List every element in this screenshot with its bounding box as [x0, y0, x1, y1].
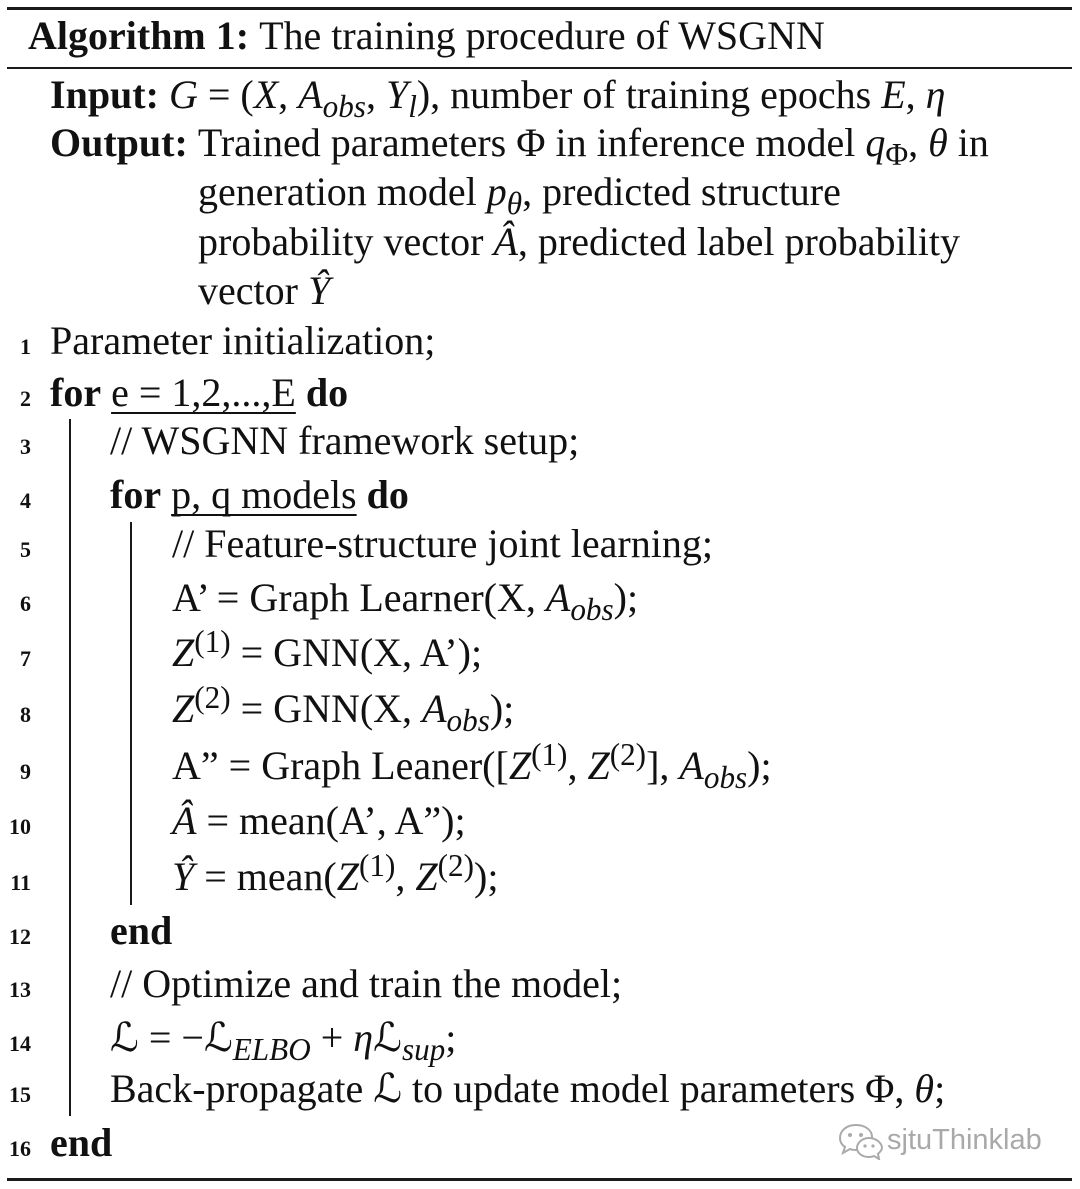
text: );	[747, 743, 772, 788]
subscript: obs	[322, 88, 366, 124]
algorithm-line-5	[0, 519, 713, 569]
text: ), number of training epochs	[416, 72, 882, 117]
math-symbol: θ	[914, 1066, 935, 1111]
input-content	[168, 72, 946, 124]
line-number: 1	[20, 334, 31, 359]
text	[296, 370, 306, 415]
text: Parameter initialization;	[50, 318, 436, 363]
wechat-icon	[838, 1122, 884, 1160]
keyword: do	[305, 370, 349, 415]
text: );	[489, 686, 515, 731]
line-content	[50, 318, 435, 363]
math-symbol: G	[168, 72, 198, 117]
output-line-continued	[198, 217, 960, 267]
superscript: (1)	[194, 623, 231, 659]
line-number: 13	[9, 977, 31, 1002]
math-symbol: Z	[172, 630, 195, 675]
math-symbol: X	[253, 72, 279, 117]
text: ;	[445, 1015, 457, 1060]
line-number: 2	[20, 386, 31, 411]
keyword: end	[50, 1120, 113, 1165]
text: , predicted structure	[522, 169, 841, 214]
line-content	[110, 1066, 945, 1111]
text: = (	[197, 72, 254, 117]
math-symbol: Z	[336, 854, 359, 899]
line-content	[110, 1015, 457, 1067]
line-content	[110, 418, 579, 463]
text: ],	[646, 743, 680, 788]
line-content	[110, 472, 409, 517]
line-number: 4	[20, 488, 31, 513]
keyword: for	[50, 370, 102, 415]
line-content	[172, 575, 639, 627]
line-content	[50, 370, 348, 415]
line-number: 8	[20, 702, 31, 727]
math-symbol: E	[881, 72, 906, 117]
superscript: (1)	[359, 847, 396, 883]
algorithm-line-3	[0, 416, 579, 466]
text: in	[947, 120, 989, 165]
algorithm-line-13	[0, 959, 622, 1009]
text: ,	[908, 120, 929, 165]
algorithm-line-1	[0, 316, 435, 366]
subscript: ELBO	[232, 1031, 311, 1067]
algorithm-line-8	[0, 679, 515, 738]
text: Back-propagate	[110, 1066, 374, 1111]
math-symbol: θ	[928, 120, 948, 165]
output-line-continued	[198, 266, 330, 316]
line-content	[172, 736, 772, 795]
line-content	[172, 847, 499, 899]
algorithm-line-4	[0, 470, 409, 520]
math-symbol: Ŷ	[307, 268, 331, 313]
subscript: θ	[506, 185, 523, 221]
math-symbol: Z	[172, 686, 195, 731]
top-rule	[7, 7, 1072, 10]
math-symbol: Z	[508, 743, 532, 788]
algorithm-line-12	[0, 906, 172, 956]
text: ,	[567, 743, 588, 788]
math-symbol: A	[545, 575, 571, 620]
line-content	[110, 961, 622, 1006]
text: probability vector	[198, 219, 494, 264]
text: // Optimize and train the model;	[110, 961, 623, 1006]
text: ,	[278, 72, 299, 117]
text: vector	[198, 268, 308, 313]
algorithm-line-11	[0, 847, 499, 902]
loop-condition: p, q models	[171, 472, 357, 517]
line-content	[172, 679, 515, 738]
superscript: (2)	[609, 736, 647, 772]
subscript: sup	[401, 1031, 446, 1067]
math-symbol: A	[298, 72, 323, 117]
line-content	[172, 521, 713, 566]
keyword: end	[110, 908, 173, 953]
algorithm-line-16	[0, 1118, 112, 1168]
output-line-continued	[198, 167, 841, 221]
subscript: obs	[446, 702, 490, 738]
inner-loop-block-line	[130, 522, 132, 905]
math-symbol: A	[422, 686, 447, 731]
output-content	[198, 219, 960, 264]
subscript: l	[408, 88, 417, 124]
text	[357, 472, 367, 517]
line-number: 7	[20, 646, 31, 671]
text: // WSGNN framework setup;	[110, 418, 580, 463]
text	[161, 472, 171, 517]
math-symbol: Ŷ	[172, 854, 195, 899]
outer-loop-block-line	[69, 419, 71, 1116]
line-content	[172, 798, 466, 843]
algorithm-line-15	[0, 1064, 945, 1114]
text: = GNN(X,	[230, 686, 423, 731]
output-content	[198, 169, 841, 221]
text: to update model parameters Φ,	[402, 1066, 915, 1111]
superscript: (2)	[194, 679, 231, 715]
algorithm-line-7	[0, 623, 483, 678]
text	[101, 370, 111, 415]
calligraphic-symbol: ℒ	[110, 1015, 139, 1061]
algorithm-caption	[28, 11, 825, 61]
algorithm-line-9	[0, 736, 772, 795]
text: = mean(	[194, 854, 337, 899]
output-content	[197, 120, 989, 172]
bottom-rule	[7, 1178, 1072, 1181]
line-number: 11	[10, 870, 31, 895]
math-symbol: Z	[415, 854, 438, 899]
keyword: for	[110, 472, 162, 517]
text: = −	[138, 1015, 204, 1060]
algorithm-line-6	[0, 573, 639, 627]
line-number: 9	[20, 759, 31, 784]
subscript: obs	[703, 759, 748, 795]
superscript: (2)	[437, 847, 474, 883]
subscript: obs	[570, 591, 614, 627]
algorithm-title: The training procedure of WSGNN	[259, 13, 825, 58]
loop-condition: e = 1,2,...,E	[111, 370, 296, 415]
text: generation model	[198, 169, 487, 214]
text: A’ = Graph Learner(X,	[172, 575, 546, 620]
algorithm-label: Algorithm 1:	[28, 13, 250, 58]
line-content	[110, 908, 172, 953]
input-label: Input:	[50, 72, 159, 117]
output-label: Output:	[50, 120, 188, 165]
math-symbol: Z	[587, 743, 610, 788]
text: , predicted label probability	[517, 219, 960, 264]
text: +	[310, 1015, 354, 1060]
text: = mean(A’, A”);	[196, 798, 466, 843]
line-content	[172, 623, 483, 675]
text: );	[474, 854, 499, 899]
superscript: (1)	[531, 736, 568, 772]
calligraphic-symbol: ℒ	[373, 1015, 402, 1061]
math-symbol: Y	[385, 72, 409, 117]
math-symbol: q	[865, 120, 886, 165]
text: // Feature-structure joint learning;	[172, 521, 713, 566]
line-number: 5	[20, 537, 31, 562]
input-line	[50, 70, 946, 124]
math-symbol: p	[486, 169, 507, 214]
text: = GNN(X, A’);	[230, 630, 483, 675]
line-number: 12	[9, 924, 31, 949]
calligraphic-symbol: ℒ	[203, 1015, 233, 1061]
keyword: do	[366, 472, 409, 517]
line-number: 15	[9, 1082, 31, 1107]
math-symbol: Â	[493, 219, 518, 264]
text: ,	[905, 72, 926, 117]
subscript: Φ	[885, 136, 909, 172]
text: ,	[365, 72, 386, 117]
line-number: 16	[9, 1136, 31, 1161]
math-symbol: η	[925, 72, 946, 117]
algorithm-line-2	[0, 368, 348, 418]
text: Trained parameters Φ in inference model	[197, 120, 866, 165]
output-content	[198, 268, 330, 313]
text: ;	[934, 1066, 946, 1111]
line-number: 6	[20, 591, 31, 616]
text: A” = Graph Leaner([	[172, 743, 509, 788]
math-symbol: A	[679, 743, 704, 788]
line-number: 14	[9, 1031, 31, 1056]
watermark-text: sjtuThinklab	[887, 1124, 1042, 1156]
line-number: 3	[20, 434, 31, 459]
line-number: 10	[9, 814, 31, 839]
line-content	[50, 1120, 112, 1165]
math-symbol: η	[353, 1015, 374, 1060]
text: );	[613, 575, 639, 620]
output-line	[50, 118, 989, 172]
text: ,	[395, 854, 416, 899]
caption-rule	[7, 67, 1072, 69]
calligraphic-symbol: ℒ	[373, 1066, 403, 1112]
math-symbol: Â	[172, 798, 197, 843]
